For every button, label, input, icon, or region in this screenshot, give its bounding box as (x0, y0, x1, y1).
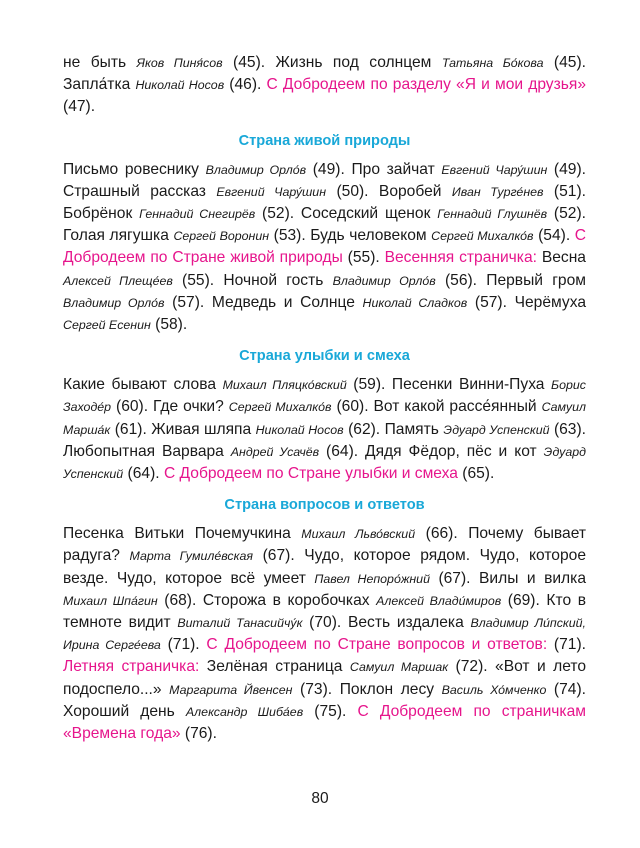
section-link: С Добродеем по Стране вопросов и ответов: (206, 636, 548, 654)
author: Василь Хо́мченко (441, 682, 547, 697)
text: (70). Весть издалека (302, 614, 471, 632)
text: (73). Поклон лесу (292, 680, 442, 698)
text: (60). Где очки? (111, 398, 229, 416)
text: (52). Голая лягушка (63, 205, 586, 245)
author: Михаил Льво́вский (301, 527, 416, 542)
author: Марта Гумиле́вская (129, 549, 253, 564)
text: (60). Вот какой рассе́янный (331, 398, 542, 416)
author: Самуил Марша́к (63, 400, 586, 437)
author: Михаил Шпа́гин (63, 593, 158, 608)
section-nature-paragraph (63, 159, 586, 337)
text: (56). Первый гром (435, 271, 586, 289)
author: Алексей Плеще́ев (63, 273, 173, 288)
author: Андрей Усачёв (230, 444, 320, 459)
author: Геннадий Глушнёв (437, 207, 548, 222)
text: (57). Черёмуха (467, 293, 586, 311)
section-link: С Добродеем по разделу «Я и мои друзья» (266, 76, 586, 94)
author: Виталий Танасийчу́к (177, 616, 303, 631)
author: Эдуард Успенский (443, 422, 550, 437)
text: (57). Медведь и Солнце (164, 293, 363, 311)
section-link: Весенняя страничка: (384, 249, 537, 267)
text: (58). (150, 316, 188, 334)
author: Владимир Орло́в (205, 162, 307, 177)
text: (49). Страшный рассказ (63, 160, 586, 200)
text: Письмо ровеснику (63, 160, 206, 178)
author: Яков Пиня́сов (136, 56, 223, 70)
author: Евгений Чару́шин (216, 184, 327, 199)
text: (55). (342, 249, 385, 267)
text: (61). Живая шляпа (110, 420, 256, 438)
author: Николай Сладков (362, 295, 468, 310)
section-link: С Добродеем по Стране живой природы (63, 227, 586, 267)
author: Геннадий Снегирёв (139, 207, 256, 222)
section-heading-smiles: Страна улыбки и смеха (239, 348, 410, 365)
author: Иван Турге́нев (451, 184, 544, 199)
text: (75). (303, 702, 358, 720)
text: (71). (160, 636, 207, 654)
section-link: Летняя страничка: (63, 658, 200, 676)
author: Николай Носов (255, 422, 344, 437)
section-questions-paragraph (63, 523, 586, 745)
text: (74). Хороший день (63, 680, 586, 720)
text: (54). (533, 227, 575, 245)
author: Сергей Михалко́в (228, 400, 332, 415)
text: (76). (180, 725, 217, 743)
text: (71). (547, 636, 586, 654)
toc-page (63, 52, 586, 745)
text: (64). (123, 465, 164, 483)
text: (45). Запла́тка (63, 54, 586, 94)
text: (46). (224, 76, 267, 94)
intro-paragraph (63, 52, 586, 119)
author: Самуил Маршак (349, 660, 449, 675)
text: (62). Память (343, 420, 444, 438)
text: (69). Кто в темноте видит (63, 591, 587, 632)
author: Владимир Орло́в (63, 295, 165, 310)
author: Эдуард Успенский (63, 444, 586, 482)
author: Татьяна Бо́кова (441, 56, 544, 70)
author: Владимир Орло́в (332, 273, 436, 288)
author: Михаил Пляцко́вский (222, 378, 347, 393)
text: (45). Жизнь под солнцем (222, 54, 442, 71)
text: Весна (536, 249, 586, 267)
text: Зелёная страница (199, 658, 350, 676)
text: (68). Сторожа в коробочках (157, 591, 377, 609)
text: (67). Вилы и вилка (429, 569, 586, 587)
text: (51). Бобрёнок (63, 182, 586, 223)
text: (59). Песенки Винни-Пуха (346, 376, 552, 394)
text: (67). Чудо, которое рядом. Чудо, которое везде. Чудо, которое всё умеет (63, 547, 586, 587)
text: (64). Дядя Фёдор, пёс и кот (319, 442, 544, 460)
section-heading-nature: Страна живой природы (238, 132, 411, 149)
author: Павел Непоро́жний (314, 571, 430, 586)
section-link: С Добродеем по Стране улыбки и смеха (163, 465, 458, 483)
text: (66). Почему бывает радуга? (63, 525, 586, 565)
text: (50). Воробей (326, 182, 452, 200)
text: (63). Любопытная Варвара (63, 420, 587, 460)
text: (72). «Вот и лето подоспело...» (63, 658, 587, 698)
section-heading-questions: Страна вопросов и ответов (224, 497, 425, 514)
author: Николай Носов (135, 78, 225, 93)
section-link: С Добродеем по страничкам «Времена года» (63, 702, 586, 743)
text: (49). Про зайчат (306, 160, 442, 178)
author: Александр Шиба́ев (185, 704, 304, 719)
text: Какие бывают слова (63, 376, 223, 394)
author: Алексей Влади́миров (376, 593, 502, 608)
author: Сергей Михалко́в (431, 229, 534, 244)
page-number: 80 (311, 790, 329, 807)
text: не быть (63, 54, 137, 71)
text: (52). Соседский щенок (255, 205, 438, 223)
author: Борис Заходе́р (63, 378, 586, 415)
text: (55). Ночной гость (172, 271, 333, 289)
text: (47). (63, 98, 96, 116)
author: Евгений Чару́шин (441, 162, 548, 177)
text: Песенка Витьки Почемучкина (63, 525, 302, 543)
author: Сергей Воронин (173, 229, 270, 244)
text: (53). Будь человеком (269, 227, 432, 245)
text: (65). (457, 465, 495, 483)
section-smiles-paragraph (63, 374, 586, 485)
author: Маргарита Йвенсен (169, 682, 293, 697)
author: Сергей Есенин (63, 318, 151, 333)
author: Владимир Ли́пский, Ирина Серге́ева (63, 616, 586, 653)
